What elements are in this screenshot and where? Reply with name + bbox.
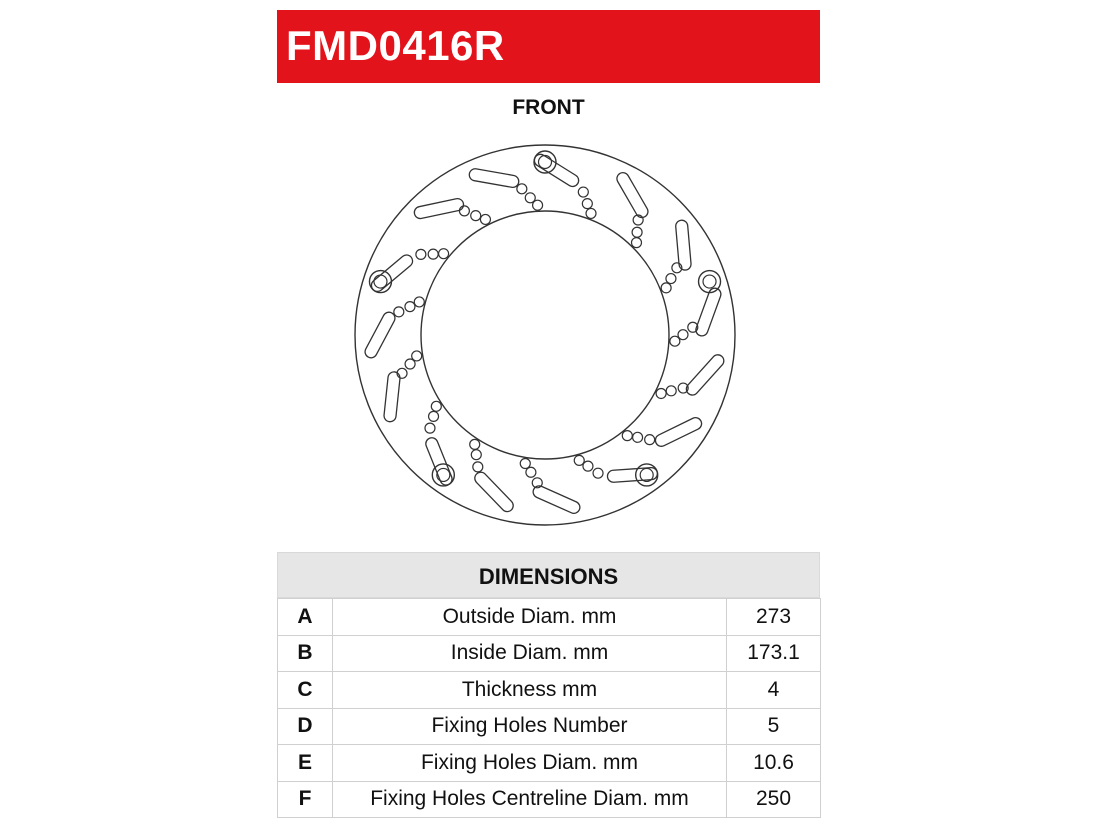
drilled-hole (414, 297, 424, 307)
drilled-hole (429, 411, 439, 421)
drilled-hole (631, 238, 641, 248)
drilled-hole (666, 386, 676, 396)
drilled-hole (412, 351, 422, 361)
drilled-hole (470, 439, 480, 449)
dimensions-title: DIMENSIONS (277, 552, 820, 598)
inner-bore (421, 211, 669, 459)
drilled-hole (666, 274, 676, 284)
dimension-value: 10.6 (727, 745, 821, 782)
cooling-slot (694, 286, 722, 337)
drilled-hole (416, 249, 426, 259)
drilled-hole (428, 249, 438, 259)
drilled-hole (578, 187, 588, 197)
cooling-slot (363, 310, 397, 360)
drilled-hole (645, 435, 655, 445)
drilled-hole (593, 468, 603, 478)
drilled-hole (405, 302, 415, 312)
drilled-hole (473, 462, 483, 472)
drilled-hole (582, 199, 592, 209)
drilled-hole (656, 388, 666, 398)
dimension-label: Fixing Holes Diam. mm (333, 745, 727, 782)
dimension-label: Fixing Holes Number (333, 708, 727, 745)
dimension-value: 173.1 (727, 635, 821, 672)
cooling-slot (684, 352, 726, 397)
fixing-hole-bore (539, 156, 552, 169)
fixing-hole-bore (703, 275, 716, 288)
dimension-code: B (278, 635, 333, 672)
dimension-value: 250 (727, 781, 821, 818)
drilled-hole (622, 431, 632, 441)
drilled-hole (633, 432, 643, 442)
drilled-hole (394, 307, 404, 317)
drilled-hole (586, 208, 596, 218)
dimension-label: Thickness mm (333, 672, 727, 709)
cooling-slot (468, 168, 519, 189)
drilled-hole (661, 283, 671, 293)
drilled-hole (670, 336, 680, 346)
cooling-slot (472, 470, 515, 514)
drilled-hole (520, 458, 530, 468)
product-code: FMD0416R (286, 22, 505, 69)
dimension-code: D (278, 708, 333, 745)
table-row (278, 781, 821, 818)
drilled-hole (431, 401, 441, 411)
fixing-hole (636, 464, 658, 486)
drilled-hole (583, 461, 593, 471)
dimension-label: Fixing Holes Centreline Diam. mm (333, 781, 727, 818)
cooling-slot (615, 170, 650, 219)
drilled-hole (533, 200, 543, 210)
drilled-hole (632, 227, 642, 237)
dimensions-rows (277, 598, 821, 818)
cooling-slot (653, 416, 703, 449)
dimensions-table (277, 552, 820, 818)
dimension-code: C (278, 672, 333, 709)
drilled-hole (526, 467, 536, 477)
dimension-label: Inside Diam. mm (333, 635, 727, 672)
cooling-slot (532, 152, 581, 189)
dimension-value: 273 (727, 599, 821, 636)
drilled-hole (425, 423, 435, 433)
table-row (278, 672, 821, 709)
cooling-slot (413, 198, 464, 220)
drilled-hole (517, 184, 527, 194)
drilled-hole (574, 455, 584, 465)
cooling-slot (369, 253, 415, 294)
dimension-code: A (278, 599, 333, 636)
cooling-slot (531, 484, 582, 515)
dimension-code: E (278, 745, 333, 782)
cooling-slot (383, 371, 400, 422)
drilled-hole (471, 211, 481, 221)
title-bar (277, 10, 820, 83)
dimension-label: Outside Diam. mm (333, 599, 727, 636)
table-row (278, 599, 821, 636)
drilled-hole (471, 450, 481, 460)
dimension-code: F (278, 781, 333, 818)
brake-disc-drawing (350, 140, 740, 530)
view-label: FRONT (512, 96, 585, 119)
drilled-hole (459, 206, 469, 216)
table-row (278, 635, 821, 672)
table-row (278, 745, 821, 782)
dimension-value: 4 (727, 672, 821, 709)
drilled-hole (480, 214, 490, 224)
table-row (278, 708, 821, 745)
fixing-hole-bore (437, 468, 450, 481)
drilled-hole (439, 249, 449, 259)
dimension-value: 5 (727, 708, 821, 745)
